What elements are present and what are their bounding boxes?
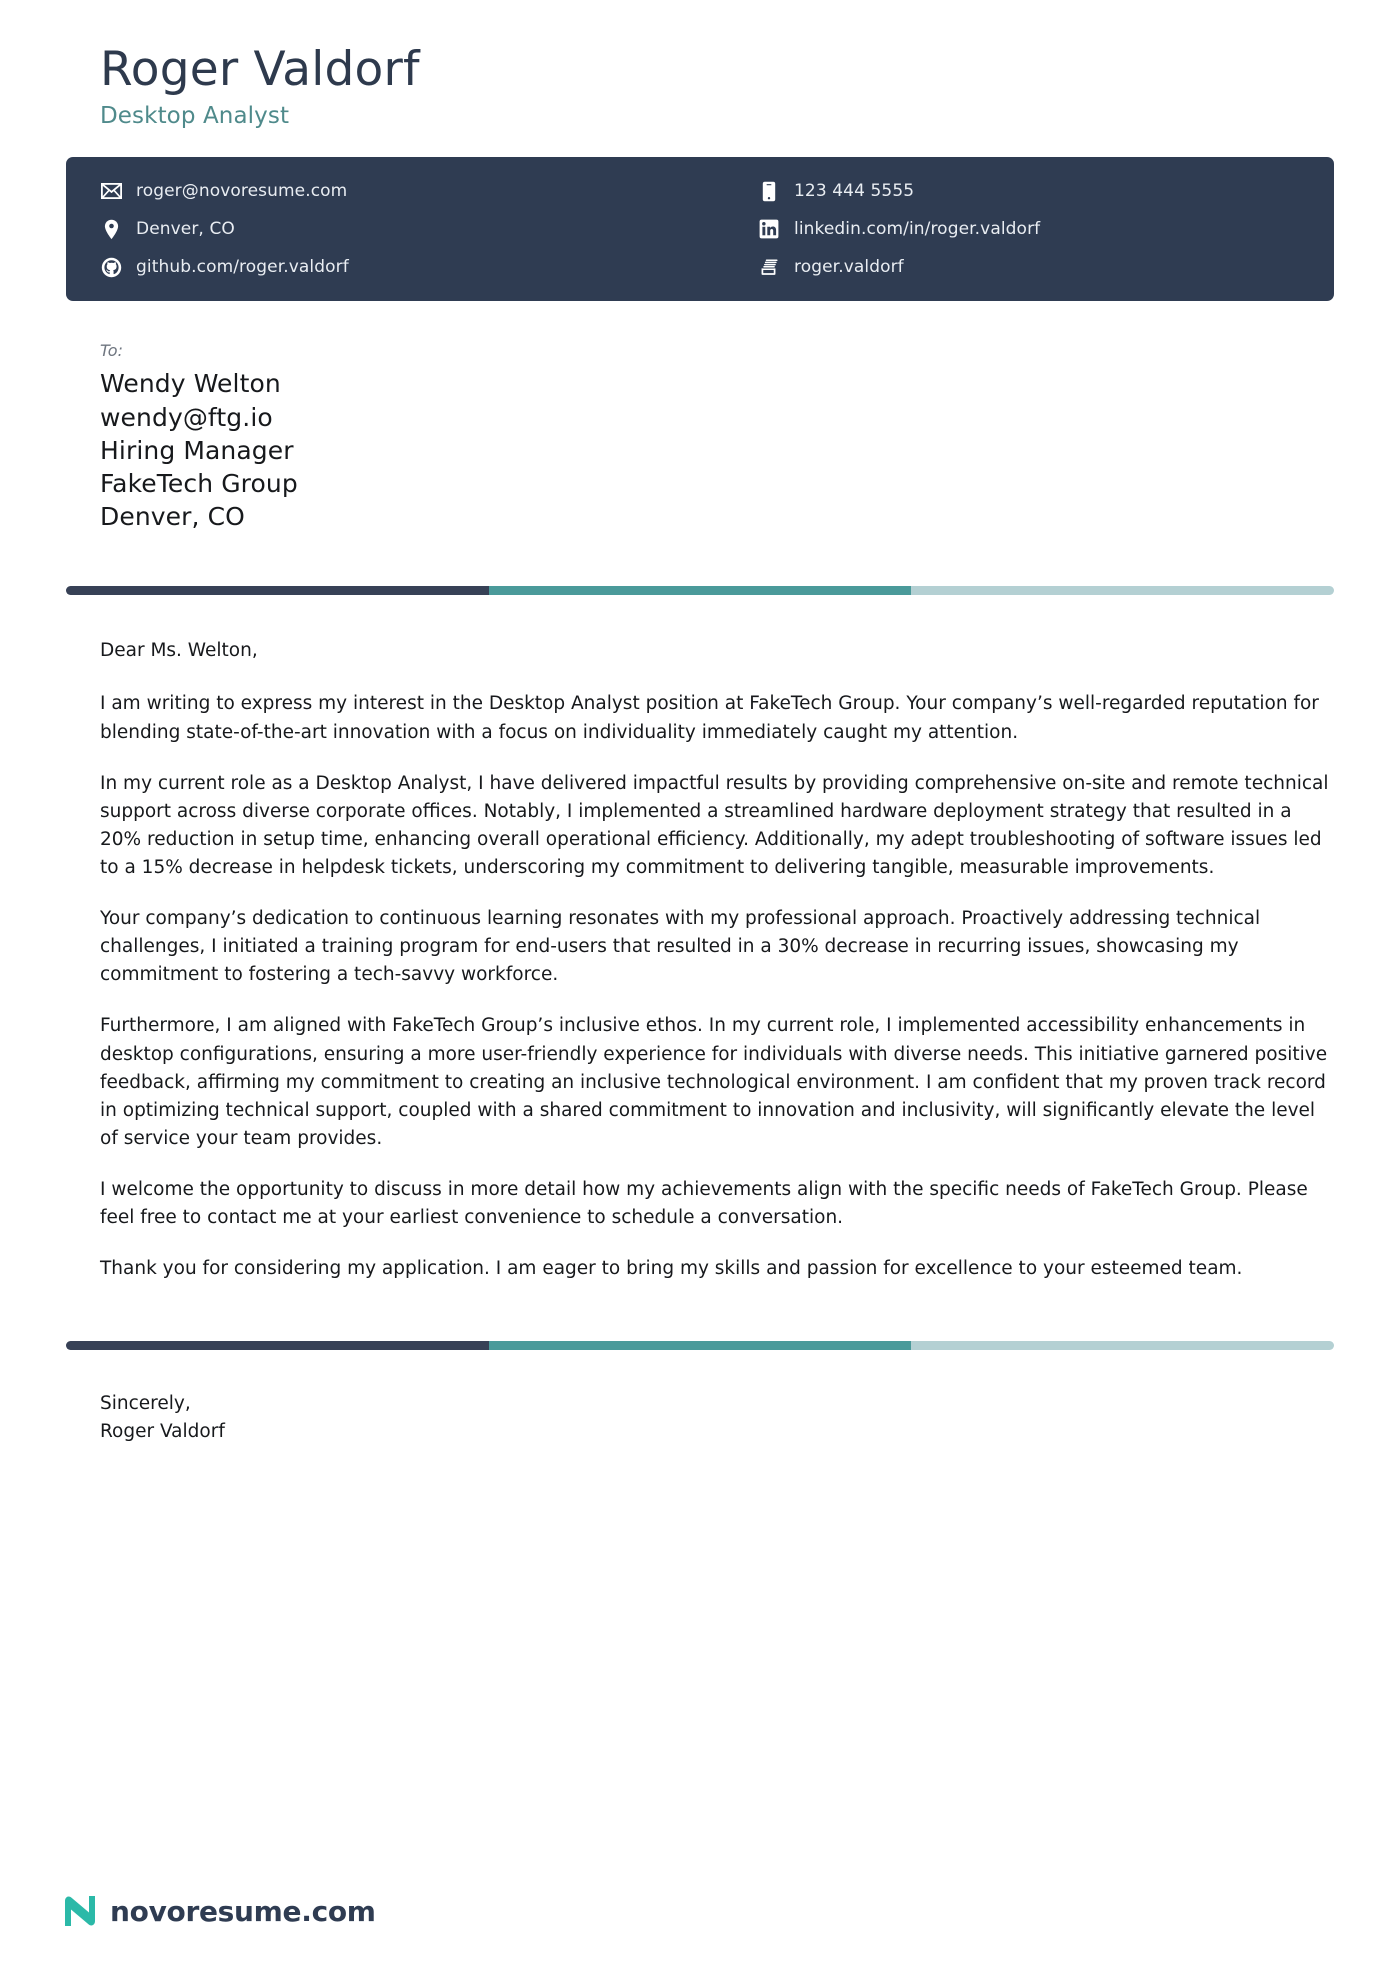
contact-github-text: github.com/roger.valdorf [136, 257, 349, 278]
divider-segment-dark [66, 1341, 489, 1350]
contact-row-github[interactable] [100, 255, 700, 279]
signature-block [0, 1350, 1400, 1446]
contact-linkedin-text: linkedin.com/in/roger.valdorf [794, 219, 1041, 240]
envelope-icon [100, 180, 122, 202]
map-pin-icon [100, 218, 122, 240]
letter-paragraph-1: I am writing to express my interest in the Desktop Analyst position at FakeTech Group. Your company’s well-regarded reputation for blending state-of-the-art innovation with a focus on individuality immediately caught my attention. [100, 693, 1319, 743]
to-label: To: [100, 341, 123, 361]
contact-row-location[interactable] [100, 217, 700, 241]
recipient-location: Denver, CO [100, 502, 245, 532]
novoresume-brand: novoresume [110, 1894, 302, 1928]
novoresume-footer-logo[interactable] [62, 1893, 376, 1929]
recipient-block [0, 301, 1400, 533]
closing-text: Sincerely, [100, 1393, 191, 1415]
applicant-name: Roger Valdorf [100, 42, 420, 97]
linkedin-icon [758, 218, 780, 240]
recipient-email: wendy@ftg.io [100, 402, 273, 432]
contact-row-phone[interactable] [758, 179, 1300, 203]
contact-skype-text: roger.valdorf [794, 257, 904, 278]
contact-phone-text: 123 444 5555 [794, 181, 915, 202]
contact-column-right [700, 179, 1300, 279]
applicant-job-title: Desktop Analyst [100, 103, 290, 130]
contact-row-email[interactable] [100, 179, 700, 203]
contact-row-skype[interactable] [758, 255, 1300, 279]
letter-paragraph-4: Furthermore, I am aligned with FakeTech Group’s inclusive ethos. In my current role, I implemented accessibility enhancements in desktop configurations, ensuring a more user-friendly experience for individuals with diverse needs. This initiative garnered positive feedback, affirming my commitment to creating an inclusive technological environment. I am confident that my proven track record in optimizing technical support, coupled with a shared commitment to innovation and inclusivity, will significantly elevate the level of service your team provides. [100, 1015, 1328, 1149]
divider-segment-teal [489, 1341, 912, 1350]
letter-paragraph-2: In my current role as a Desktop Analyst, I have delivered impactful results by providing comprehensive on-site and remote technical support across diverse corporate offices. Notably, I implemented a streamlined hardware deployment strategy that resulted in a 20% reduction in setup time, enhancing overall operational efficiency. Additionally, my adept troubleshooting of software issues led to a 15% decrease in helpdesk tickets, underscoring my commitment to delivering tangible, measurable improvements. [100, 772, 1329, 878]
recipient-company: FakeTech Group [100, 469, 298, 499]
divider-top [66, 586, 1334, 595]
divider-segment-light [911, 586, 1334, 595]
novoresume-wordmark [110, 1895, 376, 1928]
divider-segment-light [911, 1341, 1334, 1350]
contact-column-left [100, 179, 700, 279]
letter-body [0, 595, 1400, 1284]
letter-paragraph-6: Thank you for considering my application. I am eager to bring my skills and passion for excellence to your esteemed team. [100, 1258, 1243, 1280]
contact-bar [66, 157, 1334, 301]
skype-icon [758, 256, 780, 278]
contact-row-linkedin[interactable] [758, 217, 1300, 241]
letter-paragraph-3: Your company’s dedication to continuous learning resonates with my professional approach. Proactively addressing technical challenges, I initiated a training program for end-users that resulted in a 30% decrease in recurring issues, showcasing my commitment to fostering a tech-savvy workforce. [100, 908, 1261, 986]
divider-bottom [66, 1341, 1334, 1350]
mobile-phone-icon [758, 180, 780, 202]
github-icon [100, 256, 122, 278]
novoresume-tld: .com [301, 1894, 376, 1928]
letter-greeting: Dear Ms. Welton, [100, 639, 258, 661]
contact-location-text: Denver, CO [136, 219, 235, 240]
letter-paragraph-5: I welcome the opportunity to discuss in more detail how my achievements align with the specific needs of FakeTech Group. Please feel free to contact me at your earliest convenience to schedule a conversation. [100, 1178, 1308, 1229]
contact-email-text: roger@novoresume.com [136, 181, 348, 202]
divider-segment-teal [489, 586, 912, 595]
letter-header [0, 0, 1400, 129]
divider-segment-dark [66, 586, 489, 595]
recipient-name: Wendy Welton [100, 369, 281, 399]
signature-name: Roger Valdorf [100, 1421, 225, 1443]
novoresume-n-icon [62, 1893, 98, 1929]
recipient-role: Hiring Manager [100, 435, 294, 465]
